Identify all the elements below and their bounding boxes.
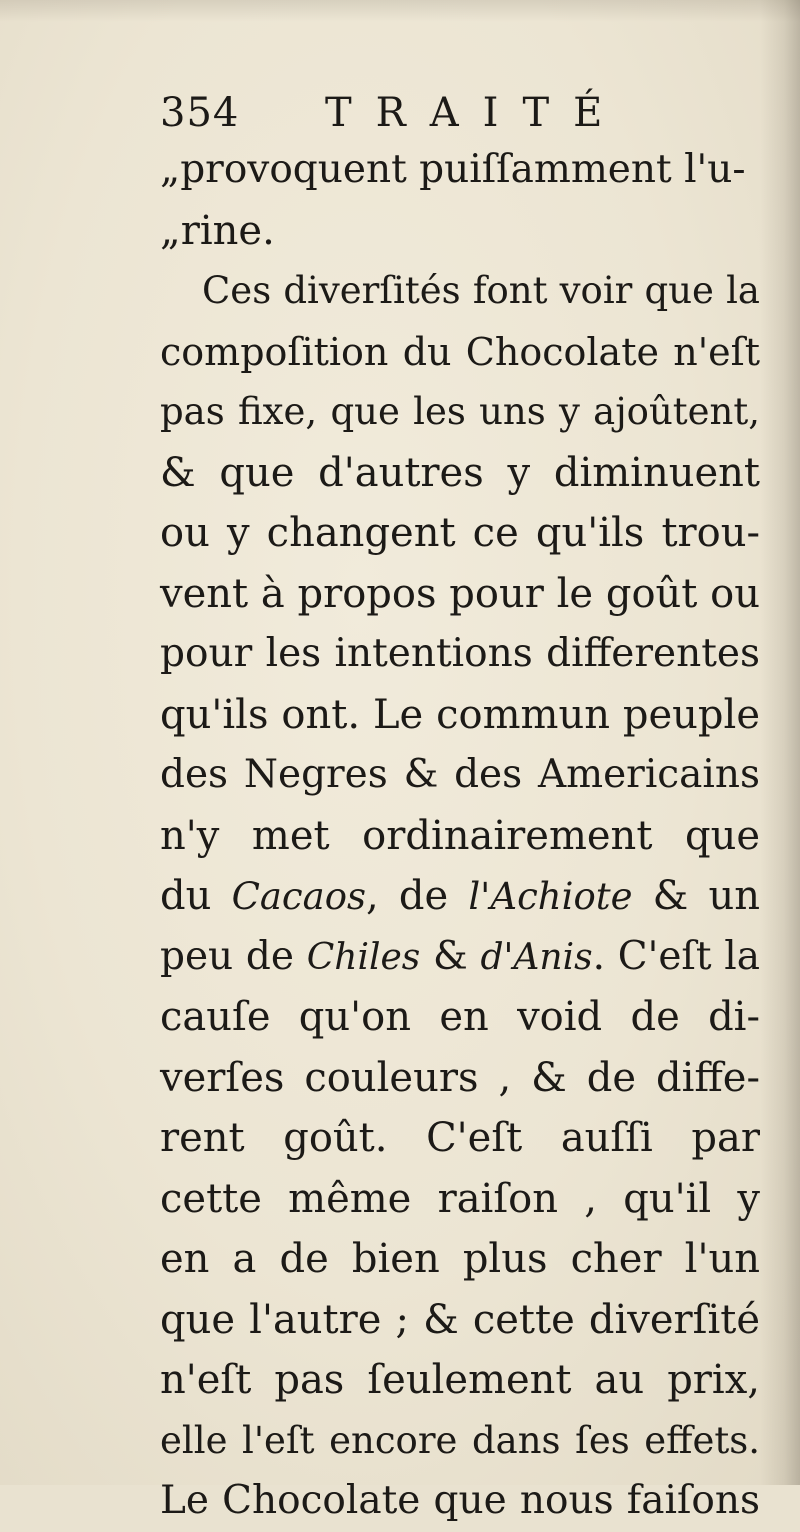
text-line [160,564,760,625]
text-line [160,1411,760,1472]
text-segment: n'eſt pas ſeulement au prix, [160,1357,760,1403]
text-segment: en a de bien plus cher l'un [160,1236,760,1282]
text-segment: verſes couleurs , & de diffe- [160,1054,760,1101]
page-top-shadow [0,0,800,22]
text-segment: & que d'autres y diminuent [160,449,760,496]
text-segment: que l'autre ; & cette diverſité [160,1296,760,1343]
text-line [160,443,760,504]
text-segment: vent à propos pour le goût ou [160,570,760,617]
text-segment: & un [632,873,760,919]
text-line [160,927,760,988]
text-segment: Ces diverſités font voir que la [202,269,760,312]
body-text [160,140,760,1532]
text-segment: peu de [160,933,307,979]
text-segment: „rine. [160,207,275,254]
text-segment: elle l'eſt encore dans ſes effets. [160,1418,760,1462]
text-segment: „provoquent puiſſamment l'u- [160,147,746,192]
text-line [160,745,760,806]
text-line [160,140,760,201]
text-line [160,1048,760,1109]
text-segment: Le Chocolate que nous faiſons [160,1478,760,1523]
italic-term: Chiles [306,936,421,978]
text-segment: cette même raiſon , qu'il y [160,1175,760,1222]
text-line [160,806,760,867]
text-line [160,624,760,685]
text-segment: compoſition du Chocolate n'eſt [160,329,760,374]
page-edge-shadow [760,0,800,1485]
page-number: 354 [160,90,240,136]
text-segment: , de [365,873,469,919]
italic-term: d'Anis [480,936,593,978]
running-head [160,78,760,148]
text-line [160,987,760,1048]
text-line [160,1108,760,1169]
text-line [160,866,760,927]
text-line [160,1350,760,1411]
text-line [160,503,760,564]
italic-term: Cacaos [231,875,366,918]
text-segment: . C'eſt la [592,933,760,979]
text-segment: cauſe qu'on en void de di- [160,994,760,1040]
text-line [160,685,760,746]
text-segment: pour les intentions differentes [160,631,760,676]
text-segment: rent goût. C'eſt auſſi par [160,1115,760,1161]
text-line [160,1229,760,1290]
text-line [160,1471,760,1532]
text-segment: pas fixe, que les uns y ajoûtent, [160,390,760,433]
text-line [160,1169,760,1230]
text-segment: des Negres & des Americains [160,752,760,797]
running-title: TRAITÉ [325,90,627,136]
text-segment: ou y changent ce qu'ils trou- [160,510,760,556]
text-segment: qu'ils ont. Le commun peuple [160,691,760,738]
paragraph-start-line [160,261,760,322]
text-line [160,201,760,262]
text-segment: & [420,933,481,979]
text-line [160,1290,760,1351]
text-line [160,322,760,383]
text-line [160,382,760,443]
text-segment: du [160,873,232,919]
text-segment: n'y met ordinairement que [160,812,760,859]
italic-term: l'Achiote [468,875,633,918]
